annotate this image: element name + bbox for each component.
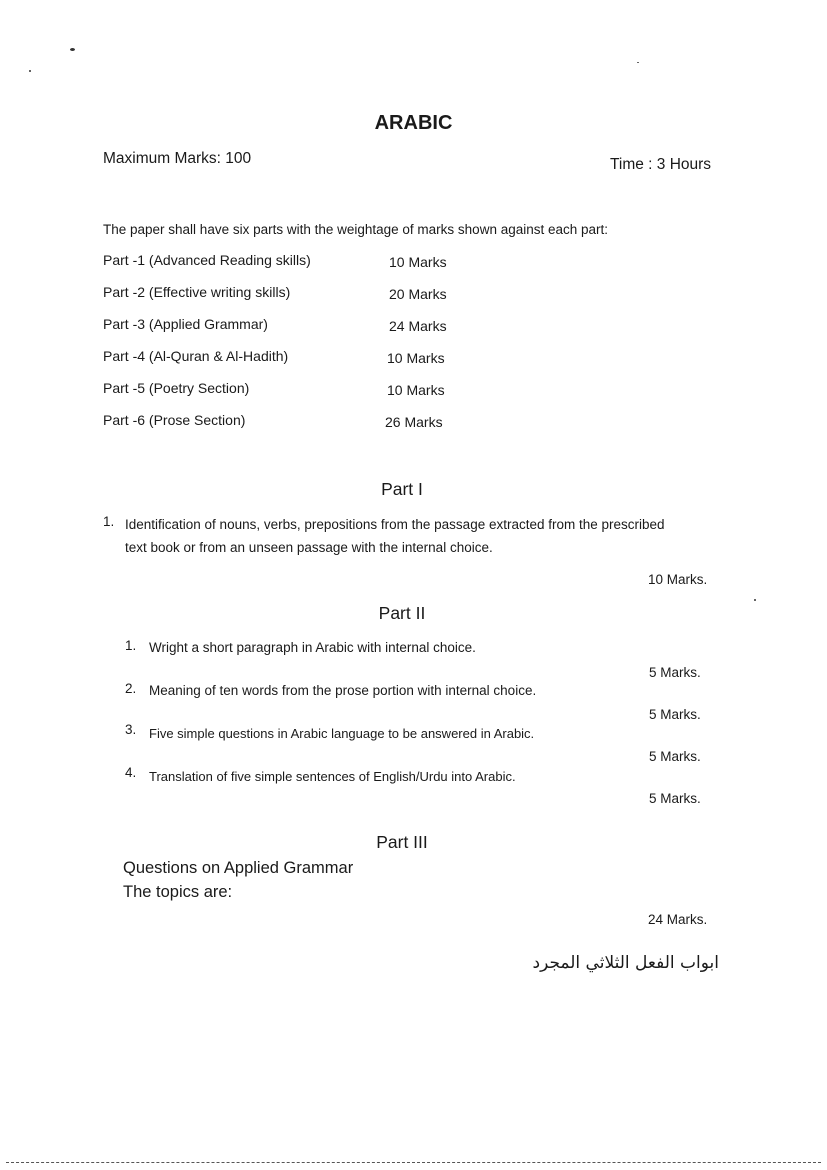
part-row — [103, 316, 447, 334]
section-text: Questions on Applied Grammar — [123, 859, 354, 877]
footer-divider — [6, 1162, 821, 1163]
intro-text: The paper shall have six parts with the weightage of marks shown against each part: — [103, 222, 609, 237]
part2-heading: Part II — [378, 603, 426, 623]
part-marks: 26 Marks — [385, 414, 443, 430]
part-label: Part -2 (Effective writing skills) — [103, 284, 291, 300]
question-text: Five simple questions in Arabic language to be answered in Arabic. — [149, 726, 535, 741]
part1-heading: Part I — [381, 479, 423, 499]
scan-speck — [637, 62, 639, 63]
question-marks: 5 Marks. — [649, 665, 701, 680]
arabic-topic: ابواب الفعل الثلاثي المجرد — [532, 953, 719, 973]
question-marks: 10 Marks. — [648, 572, 708, 587]
part-row — [103, 348, 445, 366]
section-marks: 24 Marks. — [648, 912, 708, 927]
question-text: Meaning of ten words from the prose portion with internal choice. — [149, 683, 537, 698]
question-number: 3. — [125, 722, 137, 737]
part-label: Part -6 (Prose Section) — [103, 412, 246, 428]
question-text: Wright a short paragraph in Arabic with internal choice. — [149, 640, 476, 655]
part-label: Part -3 (Applied Grammar) — [103, 316, 268, 332]
part-row — [103, 284, 447, 302]
part-label: Part -5 (Poetry Section) — [103, 380, 250, 396]
scan-speck — [29, 70, 31, 72]
part-row — [103, 380, 445, 398]
question-text-line: text book or from an unseen passage with the internal choice. — [125, 540, 493, 555]
part-marks: 24 Marks — [389, 318, 447, 334]
part-marks: 20 Marks — [389, 286, 447, 302]
question-number: 2. — [125, 681, 137, 696]
question-marks: 5 Marks. — [649, 749, 701, 764]
part-marks: 10 Marks — [387, 350, 445, 366]
page-title: ARABIC — [374, 112, 453, 134]
part-label: Part -1 (Advanced Reading skills) — [103, 252, 311, 268]
question-number: 1. — [103, 514, 115, 529]
time: Time : 3 Hours — [610, 156, 712, 173]
part3-heading: Part III — [376, 832, 428, 852]
question-text: Translation of five simple sentences of English/Urdu into Arabic. — [149, 769, 516, 784]
part-row — [103, 412, 443, 430]
question-marks: 5 Marks. — [649, 707, 701, 722]
question-number: 1. — [125, 638, 137, 653]
part-marks: 10 Marks — [387, 382, 445, 398]
part-row — [103, 252, 447, 270]
scan-speck — [70, 48, 75, 51]
question-marks: 5 Marks. — [649, 791, 701, 806]
part-label: Part -4 (Al-Quran & Al-Hadith) — [103, 348, 289, 364]
question-number: 4. — [125, 765, 137, 780]
scan-speck — [754, 599, 756, 601]
part-marks: 10 Marks — [389, 254, 447, 270]
question-text-line: Identification of nouns, verbs, prepositions from the passage extracted from the prescribed — [125, 517, 665, 532]
max-marks: Maximum Marks: 100 — [103, 150, 252, 167]
section-text: The topics are: — [123, 883, 233, 901]
